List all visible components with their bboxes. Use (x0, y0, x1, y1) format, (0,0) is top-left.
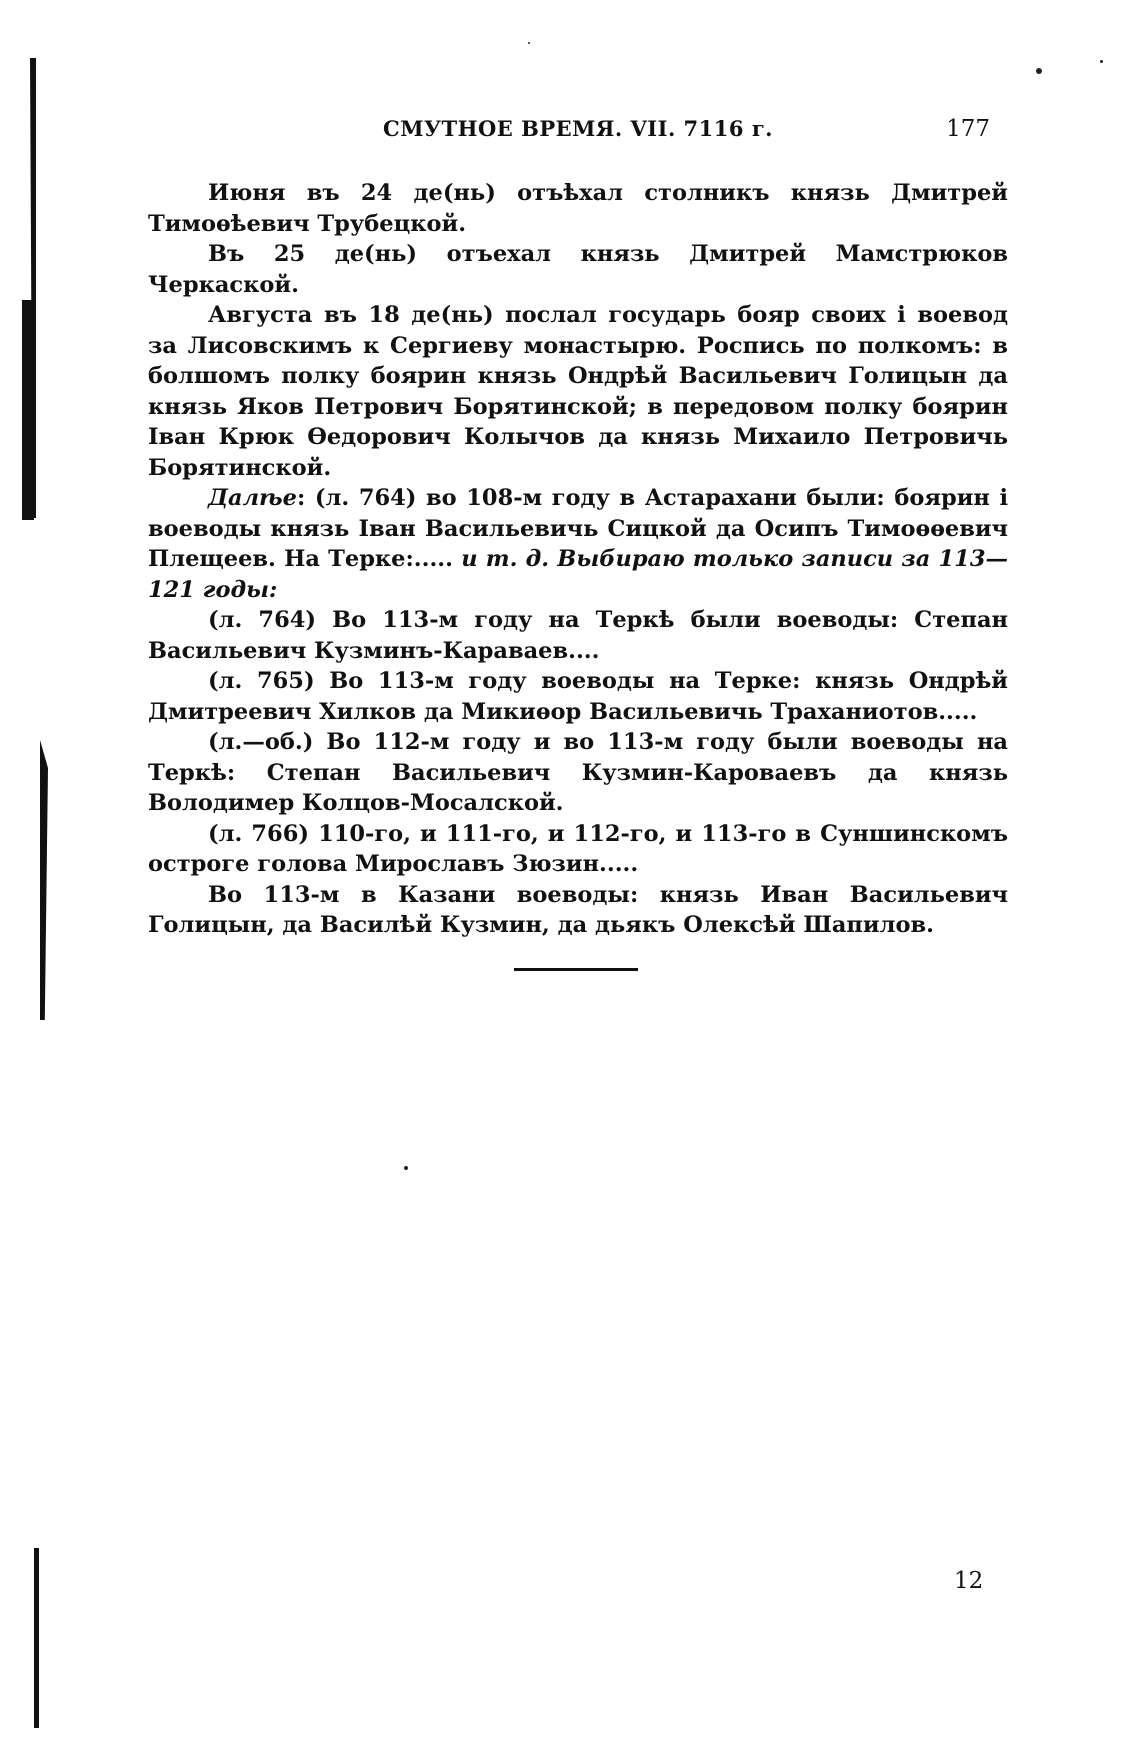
italic-text-run: Далѣе (208, 485, 297, 511)
text-run: (л. 765) Во 113-м году воеводы на Терке: князь Ондрѣй Дмитреевич Хилков да Микиѳор Васильевичь Траханиотов..... (148, 668, 1008, 725)
text-run: : (л. 764) во 108-м году в Астарахани были: боярин і воеводы князь Іван Васильевичь Сицкой да Осипъ Тимоѳѳевич Плещеев. На Терке:..... (148, 485, 1008, 572)
scan-edge-bottom (34, 1548, 39, 1728)
text-run: (л. 764) Во 113-м году на Теркѣ были воеводы: Степан Васильевич Кузминъ-Караваев.... (148, 607, 1008, 664)
paragraph (148, 239, 1008, 300)
body-text (148, 178, 1008, 941)
scan-speck (528, 42, 530, 44)
paragraph (148, 819, 1008, 880)
text-run: Въ 25 де(нь) отъехал князь Дмитрей Мамстрюков Черкаской. (148, 241, 1008, 298)
scan-edge-middle (40, 740, 48, 1020)
scan-edge-top-thick (22, 300, 34, 520)
section-end-rule (514, 968, 638, 971)
italic-text-run: и т. д. Выбираю только записи за 113—121 годы: (148, 546, 1008, 603)
scan-speck (404, 1166, 408, 1170)
text-run: (л.—об.) Во 112-м году и во 113-м году были воеводы на Теркѣ: Степан Васильевич Кузмин-Кароваевъ да князь Володимер Колцов-Мосалской. (148, 729, 1008, 816)
paragraph (148, 727, 1008, 819)
scan-speck (1036, 68, 1042, 74)
scan-speck (1100, 60, 1103, 63)
page-number: 177 (946, 116, 990, 142)
text-run: Июня въ 24 де(нь) отъѣхал столникъ князь Дмитрей Тимоѳѣевич Трубецкой. (148, 180, 1008, 237)
text-run: Августа въ 18 де(нь) послал государь бояр своих і воевод за Лисовскимъ к Сергиеву монастырю. Роспись по полкомъ: в болшомъ полку боярин князь Ондрѣй Васильевич Голицын да князь Яков Петрович Борятинской; в передовом полку боярин Іван Крюк Ѳедорович Колычов да князь Михаило Петровичь Борятинской. (148, 302, 1008, 481)
paragraph (148, 605, 1008, 666)
text-run: (л. 766) 110-го, и 111-го, и 112-го, и 113-го в Суншинскомъ остроге голова Мирославъ Зюзин..... (148, 820, 1008, 877)
paragraph (148, 483, 1008, 605)
running-title: СМУТНОЕ ВРЕМЯ. VII. 7116 г. (382, 116, 773, 141)
page-header (148, 116, 1008, 150)
paragraph (148, 178, 1008, 239)
text-run: Во 113-м в Казани воеводы: князь Иван Васильевич Голицын, да Василѣй Кузмин, да дьякъ Олексѣй Шапилов. (148, 881, 1008, 938)
paragraph (148, 880, 1008, 941)
paragraph (148, 300, 1008, 483)
paragraph (148, 666, 1008, 727)
signature-mark: 12 (954, 1568, 984, 1594)
